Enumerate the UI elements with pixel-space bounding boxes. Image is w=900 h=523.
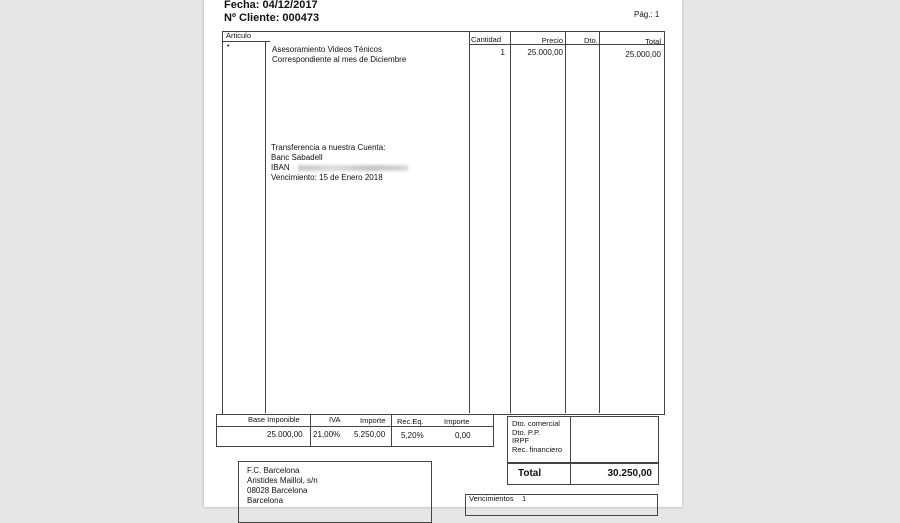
invoice-page: [204, 0, 682, 507]
irpf: IRPF: [512, 436, 530, 445]
col-articulo: Articulo: [226, 31, 252, 40]
col-precio: Precio: [541, 36, 563, 45]
discount-labels: [512, 420, 562, 454]
item-cantidad: 1: [500, 48, 505, 57]
tax-base: 25.000,00: [267, 430, 303, 439]
item-desc-line1: Asesoramiento Videos Ténicos: [272, 45, 382, 54]
tax-head-iva: IVA: [329, 415, 341, 424]
address-block: [247, 466, 318, 506]
address-postal: 08028 Barcelona: [247, 486, 308, 495]
tax-importe1: 5.250,00: [354, 430, 386, 439]
payment-due: Vencimiento: 15 de Enero 2018: [271, 173, 383, 182]
item-bullet: •: [227, 41, 230, 50]
address-city: Barcelona: [247, 496, 284, 505]
col-cantidad: Cantidad: [471, 35, 502, 44]
tax-importe2: 0,00: [455, 431, 471, 440]
col-total: Total: [645, 37, 661, 46]
item-precio: 25.000,00: [527, 48, 563, 57]
payment-bank: Banc Sabadell: [271, 153, 323, 162]
tax-head-importe2: Importe: [444, 417, 470, 426]
dto-comercial: Dto. comercial: [512, 419, 560, 428]
tax-iva: 21,00%: [313, 430, 341, 439]
vencimientos-count: 1: [522, 494, 527, 503]
col-dto: Dto.: [584, 36, 598, 45]
address-name: F.C. Barcelona: [247, 466, 300, 475]
rec-financiero: Rec. financiero: [512, 444, 563, 454]
address-street: Aristides Maillol, s/n: [247, 476, 318, 485]
total-value: 30.250,00: [607, 468, 652, 479]
dto-pp: Dto. P.P.: [512, 427, 541, 437]
iban-redacted: [298, 165, 408, 171]
tax-head-importe1: Importe: [360, 416, 386, 425]
client-number: Nº Cliente: 000473: [224, 12, 320, 24]
payment-iban: [271, 163, 408, 173]
tax-head-base: Base Imponible: [248, 415, 300, 424]
total-label: Total: [518, 468, 542, 479]
iban-label: IBAN: [271, 163, 290, 172]
payment-line1: Transferencia a nuestra Cuenta:: [271, 143, 386, 152]
tax-receq: 5,20%: [401, 431, 424, 440]
item-desc-line2: Correspondiente al mes de Diciembre: [272, 55, 407, 64]
tax-head-receq: Rec.Eq.: [397, 417, 424, 426]
vencimientos-label: Vencimientos: [469, 494, 514, 503]
page-number: Pág.: 1: [634, 10, 660, 19]
item-total: 25.000,00: [625, 50, 661, 59]
invoice-date: Fecha: 04/12/2017: [224, 0, 318, 11]
